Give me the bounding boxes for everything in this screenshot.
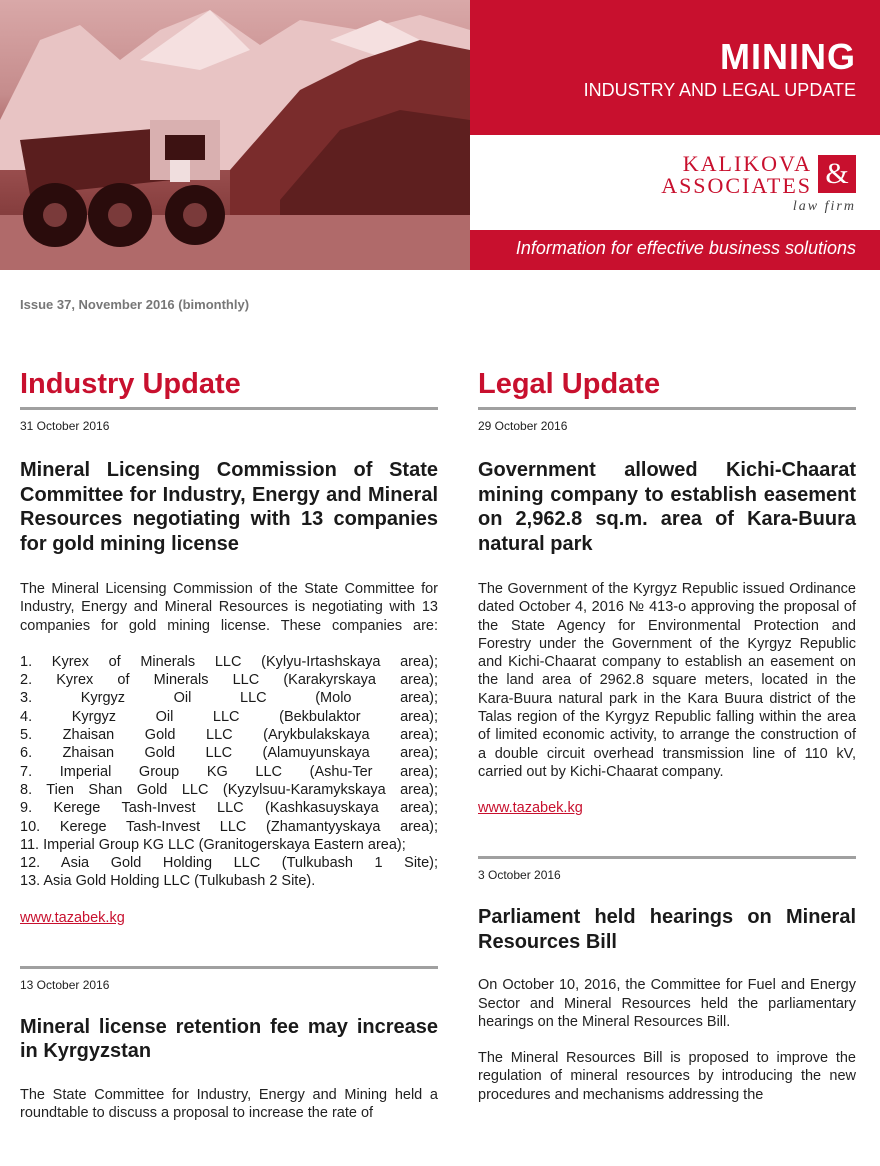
article-date: 13 October 2016 (20, 977, 110, 992)
list-item: 4. Kyrgyz Oil LLC (Bekbulaktor area); (20, 708, 438, 725)
article-headline: Mineral Licensing Commission of State Committee for Industry, Energy and Mineral Resources negotiating with 13 companies for gold mining license (20, 459, 438, 555)
legal-update-column (478, 362, 856, 1104)
list-item: 2. Kyrex of Minerals LLC (Karakyrskaya area); (20, 672, 438, 689)
title-band (470, 0, 880, 135)
article-date: 29 October 2016 (478, 419, 568, 433)
list-item: 7. Imperial Group KG LLC (Ashu-Ter area); (20, 763, 438, 780)
list-item: 8. Tien Shan Gold LLC (Kyzylsuu-Karamykskaya area); (20, 781, 438, 798)
masthead-title: MINING (720, 36, 856, 77)
list-item: 11. Imperial Group KG LLC (Granitogerskaya Eastern area); (20, 836, 406, 853)
tagline: Information for effective business solutions (515, 238, 856, 258)
divider (20, 407, 438, 410)
article-body: The State Committee for Industry, Energy and Mining held a roundtable to discuss a proposal to increase the rate of (20, 1086, 438, 1122)
masthead (0, 0, 880, 270)
law-firm-label: law firm (792, 199, 856, 214)
article-headline: Mineral license retention fee may increase in Kyrgyzstan (20, 1015, 438, 1063)
masthead-subtitle: INDUSTRY AND LEGAL UPDATE (583, 80, 856, 100)
article-body: On October 10, 2016, the Committee for Fuel and Energy Sector and Mineral Resources held the parliamentary hearings on the Mineral Resources Bill. (478, 977, 856, 1030)
divider (478, 407, 856, 410)
article-headline: Government allowed Kichi-Chaarat mining company to establish easement on 2,962.8 sq.m. area of Kara-Buura natural park (478, 459, 856, 555)
mining-truck-illustration (0, 0, 470, 270)
article-headline: Parliament held hearings on Mineral Resources Bill (478, 906, 856, 953)
section-title-industry: Industry Update (20, 368, 241, 400)
list-item: 5. Zhaisan Gold LLC (Arykbulakskaya area); (20, 727, 438, 744)
mining-truck-photo (0, 0, 470, 270)
divider (20, 966, 438, 969)
firm-logo (470, 135, 880, 230)
firm-name-line1: KALIKOVA (682, 151, 812, 176)
source-link[interactable]: www.tazabek.kg (20, 909, 125, 926)
list-item: 6. Zhaisan Gold LLC (Alamuyunskaya area); (20, 745, 438, 762)
article-body: The Government of the Kyrgyz Republic issued Ordinance dated October 4, 2016 № 413-o approving the proposal of the State Agency for Environmental Protection and Forestry under the Government of the Kyrgyz Republic and Kichi-Chaarat company to establish an easement on the land area of 2962.8 square meters, located in the Kara-Buura natural park in the Kara Buura district of the Talas region of the Kyrgyz Republic falling within the area of limited economic activity, to arrange the construction of a double circuit overhead transmission line of 110 kV, carried out by Kichi-Chaarat company. (478, 581, 856, 780)
list-item: 3. Kyrgyz Oil LLC (Molo area); (20, 690, 438, 707)
issue-label: Issue 37, November 2016 (bimonthly) (20, 297, 250, 312)
firm-name (661, 153, 812, 197)
divider (478, 856, 856, 859)
list-item: 10. Kerege Tash-Invest LLC (Zhamantyyskaya area); (20, 818, 438, 835)
section-title-legal: Legal Update (478, 368, 661, 400)
firm-name-line2: ASSOCIATES (661, 173, 812, 198)
article-date: 31 October 2016 (20, 419, 110, 433)
company-list (20, 653, 438, 891)
list-item: 9. Kerege Tash-Invest LLC (Kashkasuyskaya area); (20, 800, 438, 817)
article-body: The Mineral Licensing Commission of the State Committee for Industry, Energy and Mineral Resources is negotiating with 13 companies for gold mining license. These companies are: (20, 581, 438, 634)
article-body: The Mineral Resources Bill is proposed to improve the regulation of mineral resources by introducing the new procedures and mechanisms addressing the (478, 1050, 856, 1103)
list-item: 12. Asia Gold Holding LLC (Tulkubash 1 Site); (20, 855, 438, 872)
article-date: 3 October 2016 (478, 868, 561, 883)
list-item: 1. Kyrex of Minerals LLC (Kylyu-Irtashskaya area); (20, 653, 438, 670)
list-item: 13. Asia Gold Holding LLC (Tulkubash 2 Site). (20, 873, 316, 890)
source-link[interactable]: www.tazabek.kg (478, 800, 583, 817)
industry-update-column (20, 362, 438, 1122)
ampersand-logo-icon: & (818, 155, 856, 193)
tagline-band (470, 230, 880, 270)
